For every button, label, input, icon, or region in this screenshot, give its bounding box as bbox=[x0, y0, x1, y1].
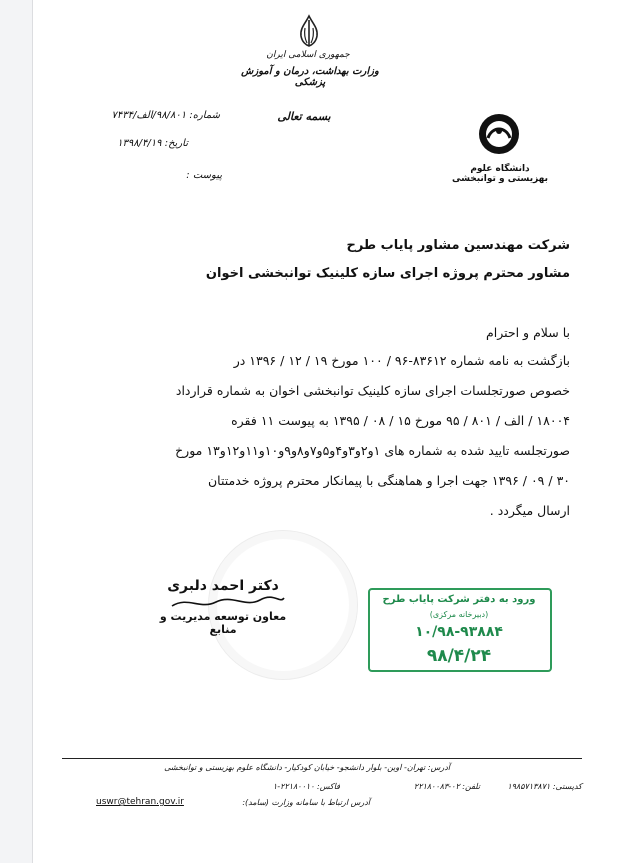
body-line-3: ۱۸۰۰۴ / الف / ۸۰۱ / ۹۵ مورخ ۱۵ / ۰۸ / ۱۳۹۵ به پیوست ۱۱ فقره bbox=[231, 413, 570, 428]
footer-email-link[interactable]: uswr@tehran.gov.ir bbox=[96, 797, 184, 807]
date-value: ۱۳۹۸/۴/۱۹ bbox=[117, 138, 162, 149]
greeting: با سلام و احترام bbox=[486, 325, 570, 340]
basmala: بسمه تعالی bbox=[277, 110, 331, 123]
letter-number bbox=[92, 110, 220, 121]
letter-date bbox=[112, 138, 188, 149]
body-line-2: خصوص صورتجلسات اجرای سازه کلینیک توانبخشی اخوان به شماره قرارداد bbox=[175, 383, 570, 398]
recipient-title: مشاور محترم پروژه اجرای سازه کلینیک توانبخشی اخوان bbox=[205, 266, 570, 281]
footer-fax: فاکس: ۲۲۱۸۰۰۱۰-۱ bbox=[272, 782, 340, 791]
iran-emblem-icon bbox=[296, 14, 322, 48]
ministry-name: وزارت بهداشت، درمان و آموزش پزشکی bbox=[241, 66, 379, 88]
footer-web-label: آدرس ارتباط با سامانه وزارت (سامد): bbox=[242, 798, 370, 807]
footer-address: آدرس: تهران- اوین- بلوار دانشجو- خیابان کودکیار- دانشگاه علوم بهزیستی و توانبخشی bbox=[164, 763, 450, 772]
university-name: دانشگاه علوم بهزیستی و توانبخشی bbox=[451, 164, 548, 184]
body-line-6: ارسال میگردد . bbox=[489, 503, 570, 518]
university-logo-icon bbox=[472, 112, 526, 156]
footer-postal: کدپستی: ۱۹۸۵۷۱۳۸۷۱ bbox=[507, 782, 582, 791]
stamp-number: ۱۰/۹۸-۹۳۸۸۴ bbox=[415, 624, 503, 640]
receipt-stamp bbox=[368, 588, 552, 672]
body-line-5: ۳۰ / ۰۹ / ۱۳۹۶ جهت اجرا و هماهنگی با پیمانکار محترم پروژه خدمتتان bbox=[207, 473, 570, 488]
scan-margin bbox=[0, 0, 33, 863]
stamp-line2: (دبیرخانه مرکزی) bbox=[429, 610, 489, 619]
stamp-line1: ورود به دفتر شرکت پایاب طرح bbox=[382, 594, 536, 605]
country-name: جمهوری اسلامی ایران bbox=[266, 50, 350, 60]
recipient-company: شرکت مهندسین مشاور پایاب طرح bbox=[346, 238, 570, 253]
footer-phone: تلفن: ۰۲-۲۲۱۸۰۰۸۳ bbox=[413, 782, 480, 791]
number-value: ۹۸/۸۰۱/الف/۷۴۳۴ bbox=[111, 110, 187, 121]
attachment-field: پیوست : bbox=[186, 170, 222, 181]
date-label: تاریخ: bbox=[164, 138, 188, 149]
body-line-1: بازگشت به نامه شماره ۸۳۶۱۲-۹۶ / ۱۰۰ مورخ ۱۹ / ۱۲ / ۱۳۹۶ در bbox=[233, 353, 570, 368]
stamp-date: ۹۸/۴/۲۴ bbox=[426, 646, 492, 666]
signatory-name: دکتر احمد دلبری bbox=[167, 578, 279, 594]
footer-divider bbox=[62, 758, 582, 759]
body-line-4: صورتجلسه تایید شده به شماره های ۱و۲و۳و۴و۵و۷و۸و۹و۱۰و۱۱و۱۲و۱۳ مورخ bbox=[175, 443, 570, 458]
number-label: شماره: bbox=[189, 110, 220, 121]
signatory-role: معاون توسعه مدیریت و منابع bbox=[159, 610, 287, 636]
